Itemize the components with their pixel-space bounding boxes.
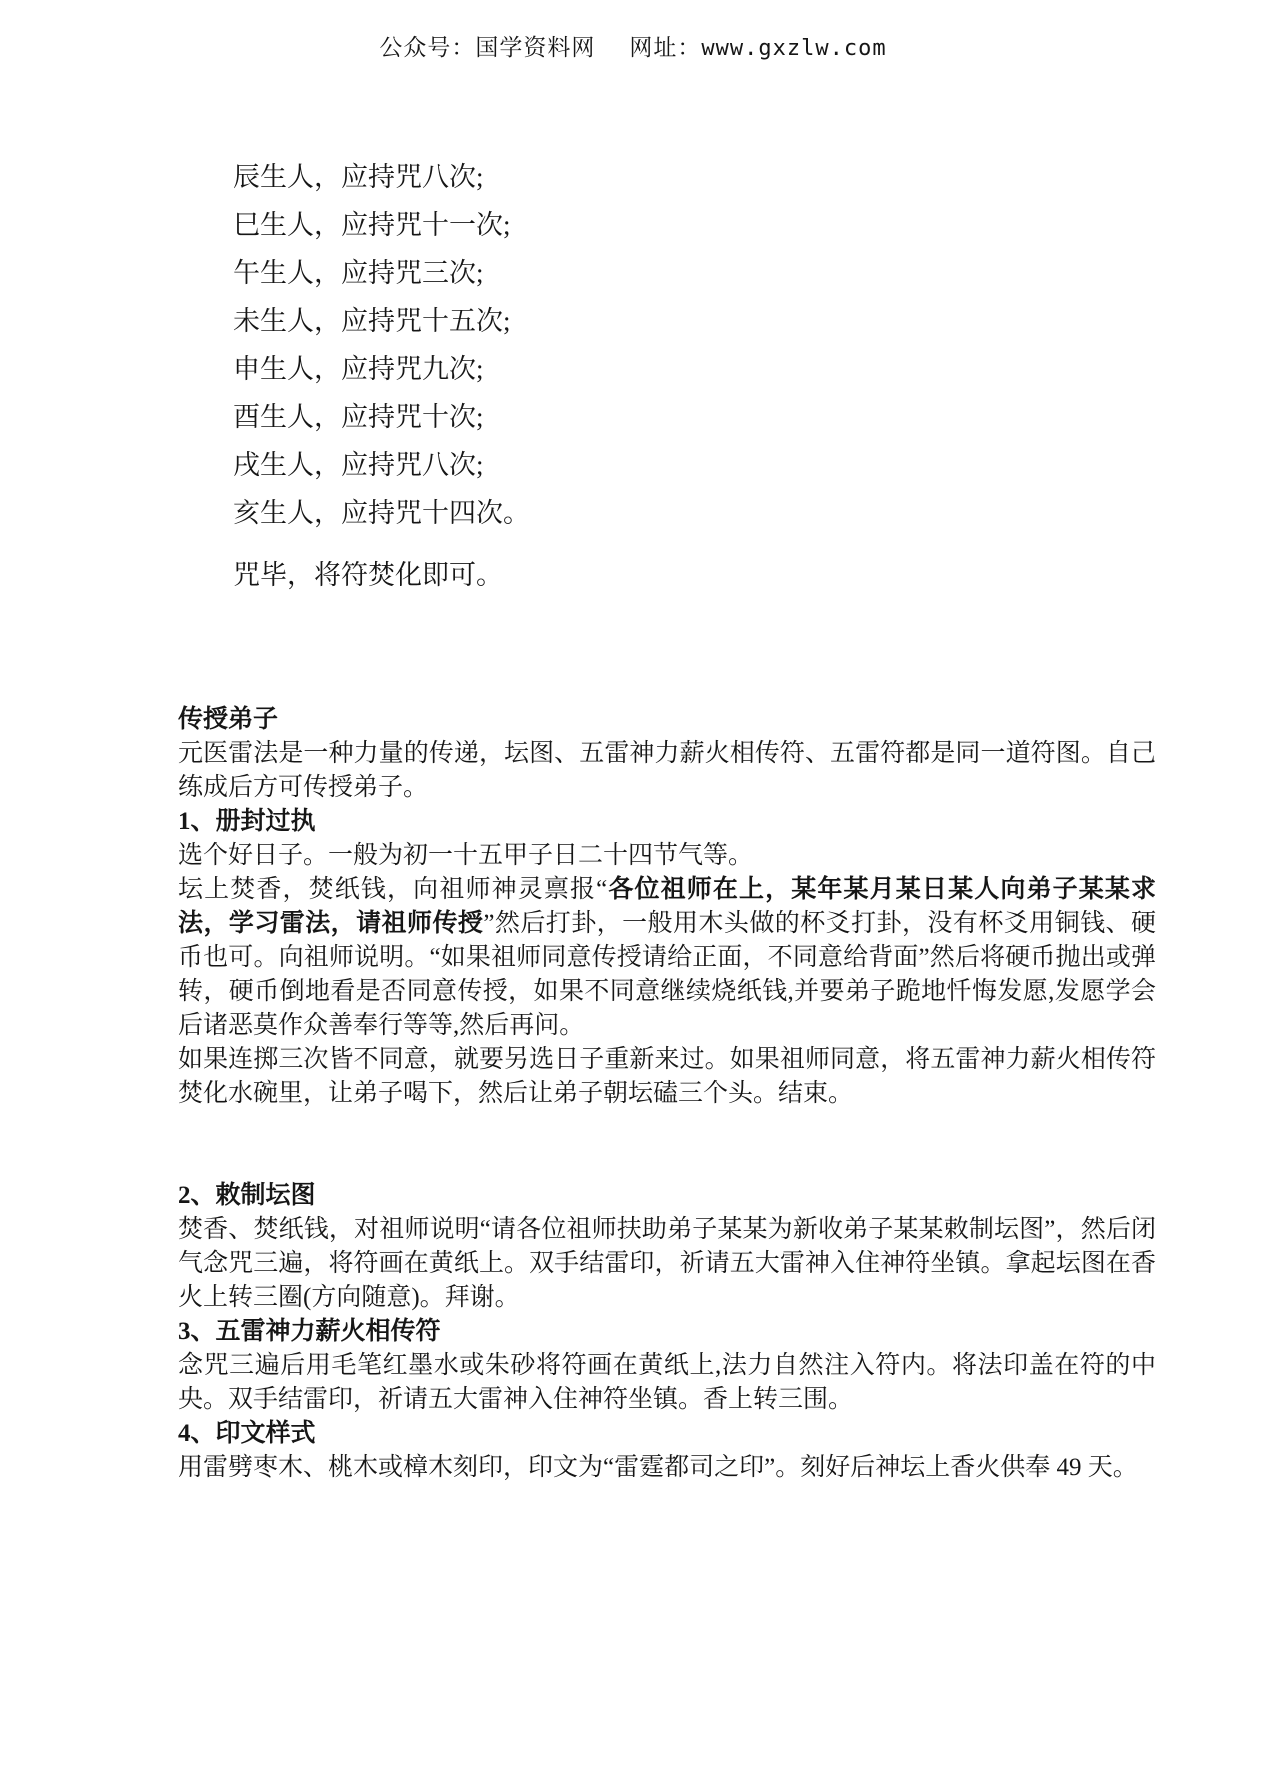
- paragraph-altar-diagram: 焚香、焚纸钱，对祖师说明“请各位祖师扶助弟子某某为新收弟子某某敕制坛图”，然后闭气念咒三遍，将符画在黄纸上。双手结雷印，祈请五大雷神入住神符坐镇。拿起坛图在香火上转三圈(方向随意)。拜谢。: [178, 1216, 1156, 1311]
- heading-transmit-disciples: 传授弟子: [178, 706, 279, 733]
- header-url: www.gxzlw.com: [701, 36, 887, 61]
- chant-line-si: 巳生人，应持咒十一次;: [233, 210, 511, 240]
- heading-section-3: 3、五雷神力薪火相传符: [178, 1318, 441, 1345]
- header-url-label: 网址：: [629, 35, 702, 60]
- paragraph-talisman: 念咒三遍后用毛笔红墨水或朱砂将符画在黄纸上,法力自然注入符内。将法印盖在符的中央。双手结雷印，祈请五大雷神入住神符坐镇。香上转三围。: [178, 1352, 1156, 1413]
- header-account-label: 公众号：国学资料网: [379, 35, 596, 60]
- chant-count-list: [233, 153, 1266, 599]
- heading-section-1: 1、册封过执: [178, 808, 316, 835]
- paragraph-retry: 如果连掷三次皆不同意，就要另选日子重新来过。如果祖师同意，将五雷神力薪火相传符焚化水碗里，让弟子喝下，然后让弟子朝坛磕三个头。结束。: [178, 1046, 1156, 1107]
- chant-line-chen: 辰生人，应持咒八次;: [233, 162, 484, 192]
- chant-line-shen: 申生人，应持咒九次;: [233, 354, 484, 384]
- ritual-invocation-bold: 各位祖师在上，某年某月某日某人向弟子某某求法，学习雷法，请祖师传授: [178, 876, 1156, 937]
- heading-section-4: 4、印文样式: [178, 1420, 316, 1447]
- section-spacer: [178, 1111, 1156, 1179]
- main-text: [178, 703, 1156, 1485]
- ritual-text-pre: 坛上焚香，焚纸钱，向祖师神灵禀报“: [178, 876, 608, 903]
- chant-line-wu: 午生人，应持咒三次;: [233, 258, 484, 288]
- paragraph-seal: 用雷劈枣木、桃木或樟木刻印，印文为“雷霆都司之印”。刻好后神坛上香火供奉 49 天。: [178, 1454, 1138, 1481]
- heading-section-2: 2、敕制坛图: [178, 1182, 316, 1209]
- chant-line-wei: 未生人，应持咒十五次;: [233, 306, 511, 336]
- paragraph-ritual: [178, 873, 1156, 1043]
- chant-line-you: 酉生人，应持咒十次;: [233, 402, 484, 432]
- paragraph-pick-date: 选个好日子。一般为初一十五甲子日二十四节气等。: [178, 842, 754, 869]
- chant-line-xu: 戌生人，应持咒八次;: [233, 450, 484, 480]
- paragraph-intro: 元医雷法是一种力量的传递，坛图、五雷神力薪火相传符、五雷符都是同一道符图。自己练成后方可传授弟子。: [178, 740, 1156, 801]
- page-header: [0, 0, 1266, 63]
- ritual-text-post: ”然后打卦，一般用木头做的杯爻打卦，没有杯爻用铜钱、硬币也可。向祖师说明。“如果祖师同意传授请给正面，不同意给背面”然后将硬币抛出或弹转，硬币倒地看是否同意传授，如果不同意继续烧纸钱,并要弟子跪地忏悔发愿,发愿学会后诸恶莫作众善奉行等等,然后再问。: [178, 910, 1156, 1039]
- chant-line-hai: 亥生人，应持咒十四次。: [233, 498, 530, 528]
- chant-closing-line: 咒毕，将符焚化即可。: [233, 560, 503, 590]
